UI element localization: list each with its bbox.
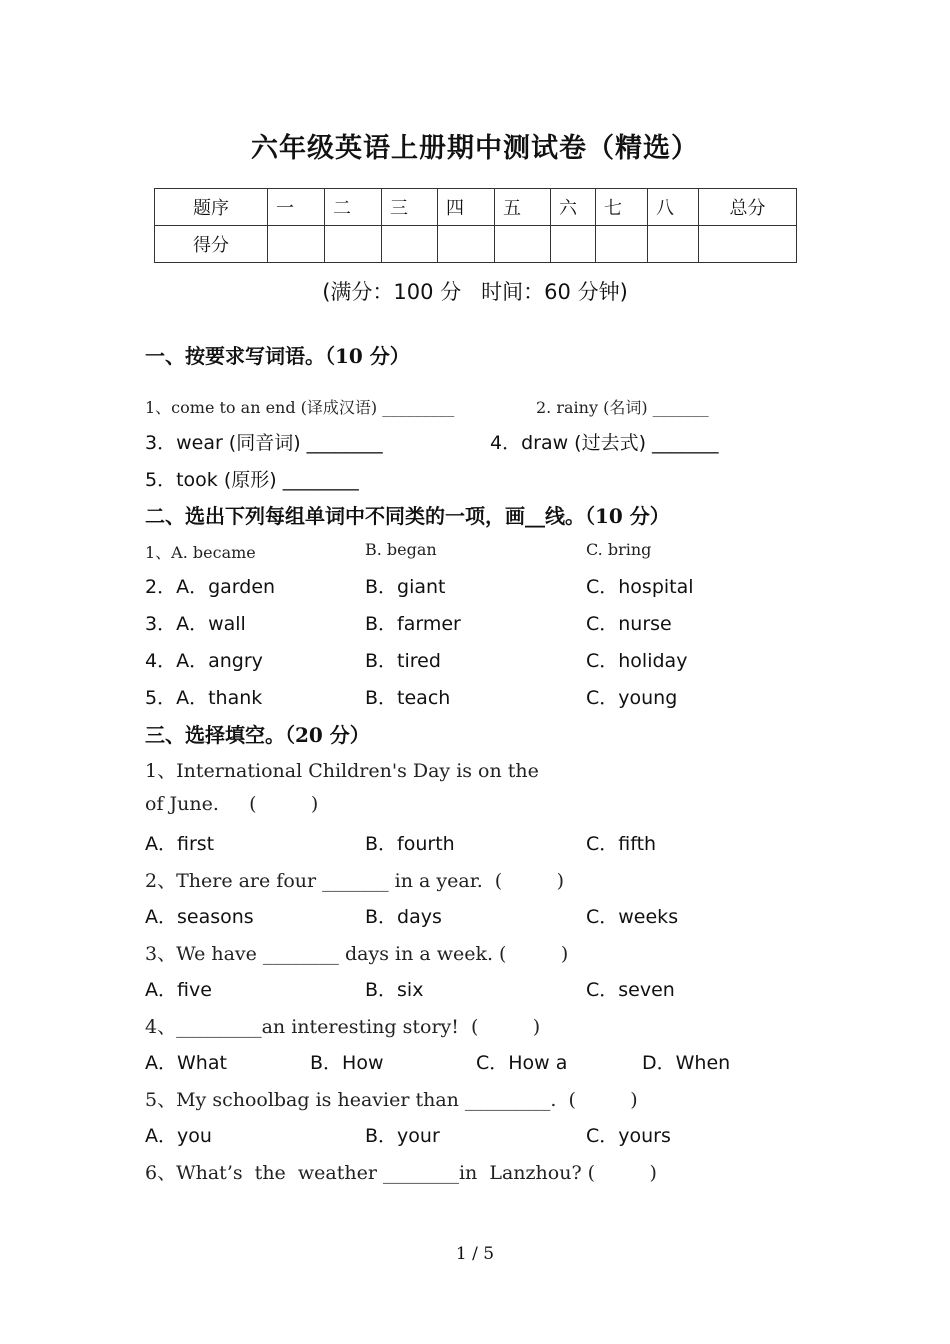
- s2-option: B. began: [365, 540, 437, 559]
- s2-option: 3．A．wall: [145, 613, 246, 635]
- score-table: [154, 188, 797, 263]
- s1-question-1: 1、come to an end (译成汉语) _________: [145, 398, 455, 417]
- s2-option: C. bring: [586, 540, 652, 559]
- score-header-cell: 三: [382, 189, 438, 226]
- s3-option: A．you: [145, 1125, 212, 1147]
- s3-option: C．How a: [476, 1052, 568, 1074]
- score-header-cell: 四: [438, 189, 495, 226]
- s2-option: 4．A．angry: [145, 650, 263, 672]
- s2-option: 2．A．garden: [145, 576, 276, 598]
- s3-option: D．When: [642, 1052, 731, 1074]
- section-3-heading: 三、选择填空。（20 分）: [145, 723, 370, 747]
- s2-option: B．farmer: [365, 613, 461, 635]
- score-input-cell[interactable]: [596, 226, 648, 263]
- score-header-cell: 总分: [699, 189, 797, 226]
- s3-option: C．seven: [586, 979, 675, 1001]
- score-input-cell[interactable]: [495, 226, 551, 263]
- s3-option: B．your: [365, 1125, 440, 1147]
- s2-option: 1、A. became: [145, 543, 256, 562]
- s2-option: B．tired: [365, 650, 441, 672]
- s3-option: B．six: [365, 979, 424, 1001]
- score-header-cell: 一: [268, 189, 325, 226]
- score-header-cell: 七: [596, 189, 648, 226]
- section-1-heading: 一、按要求写词语。（10 分）: [145, 344, 410, 368]
- score-input-cell[interactable]: [268, 226, 325, 263]
- score-input-cell[interactable]: [382, 226, 438, 263]
- score-input-cell[interactable]: [438, 226, 495, 263]
- score-table-header-row: [155, 189, 797, 226]
- page-title: 六年级英语上册期中测试卷（精选）: [251, 133, 699, 164]
- s2-option: C．nurse: [586, 613, 672, 635]
- s2-option: C．holiday: [586, 650, 688, 672]
- s1-question-2: 2. rainy (名词) _______: [536, 398, 709, 417]
- score-header-cell: 题序: [155, 189, 268, 226]
- score-header-cell: 五: [495, 189, 551, 226]
- s3-option: B．fourth: [365, 833, 455, 855]
- page-number: 1 / 5: [455, 1244, 495, 1264]
- s3-option: B．days: [365, 906, 442, 928]
- s3-option: A．first: [145, 833, 215, 855]
- s1-question-4: 4．draw (过去式) _______: [490, 432, 719, 454]
- s2-option: C．hospital: [586, 576, 694, 598]
- s2-option: C．young: [586, 687, 678, 709]
- s3-option: A．five: [145, 979, 212, 1001]
- score-input-cell[interactable]: [551, 226, 596, 263]
- score-input-cell[interactable]: [325, 226, 382, 263]
- s3-option: A．seasons: [145, 906, 254, 928]
- s3-question-3: 3、We have ________ days in a week. ( ): [145, 943, 569, 965]
- section-2-heading: 二、选出下列每组单词中不同类的一项，画__线。（10 分）: [145, 504, 670, 528]
- s3-question-6: 6、What’s the weather ________in Lanzhou? ( ): [145, 1162, 657, 1184]
- score-header-cell: 二: [325, 189, 382, 226]
- s1-question-5: 5．took (原形) ________: [145, 469, 359, 491]
- s2-option: B．teach: [365, 687, 451, 709]
- s3-question-2: 2、There are four _______ in a year. ( ): [145, 870, 564, 892]
- score-table-score-row: [155, 226, 797, 263]
- s2-option: 5．A．thank: [145, 687, 263, 709]
- s2-option: B．giant: [365, 576, 446, 598]
- s3-option: C．fifth: [586, 833, 657, 855]
- exam-info: (满分：100 分 时间：60 分钟): [322, 280, 628, 304]
- s3-question-5: 5、My schoolbag is heavier than _________. ( ): [145, 1089, 638, 1111]
- s3-option: C．yours: [586, 1125, 671, 1147]
- score-header-cell: 六: [551, 189, 596, 226]
- s3-option: B．How: [310, 1052, 384, 1074]
- s3-option: A．What: [145, 1052, 227, 1074]
- score-input-cell[interactable]: [699, 226, 797, 263]
- score-row-label: 得分: [155, 226, 268, 263]
- s3-question-1: 1、International Children's Day is on the: [145, 760, 539, 782]
- score-header-cell: 八: [648, 189, 699, 226]
- s3-option: C．weeks: [586, 906, 679, 928]
- s1-question-3: 3．wear (同音词) ________: [145, 432, 383, 454]
- s3-question-4: 4、_________an interesting story! ( ): [145, 1016, 541, 1038]
- score-input-cell[interactable]: [648, 226, 699, 263]
- s3-question-1-cont: of June. ( ): [145, 793, 319, 815]
